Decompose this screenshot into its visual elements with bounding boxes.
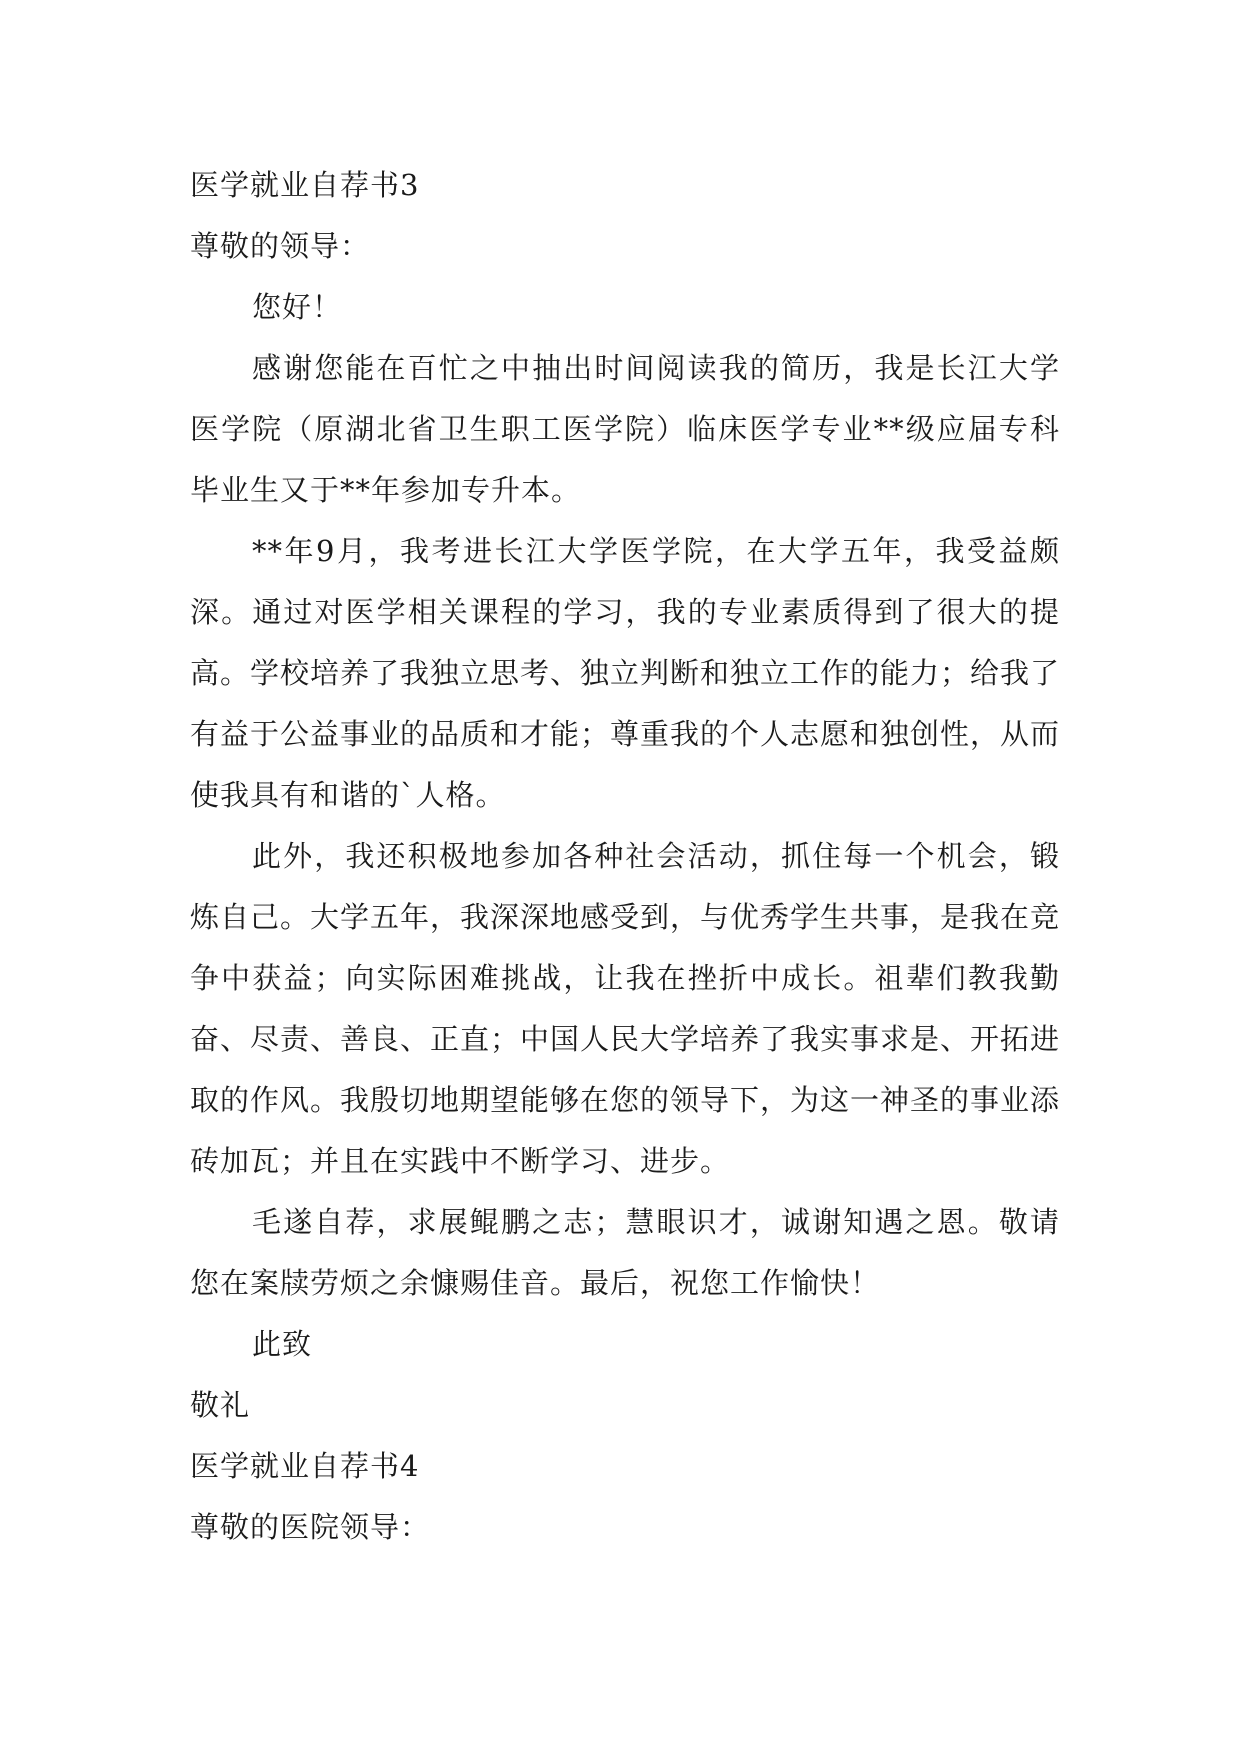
greeting: 您好！: [252, 290, 343, 324]
salutation-3: 尊敬的领导：: [190, 229, 371, 263]
document-page: [190, 155, 1060, 1558]
letter-title-4: 医学就业自荐书4: [190, 1449, 420, 1483]
closing-phrase: 此致: [252, 1327, 313, 1361]
salutation-4: 尊敬的医院领导：: [190, 1510, 431, 1544]
paragraph-activities: 此外，我还积极地参加各种社会活动，抓住每一个机会，锻炼自己。大学五年，我深深地感受到，与优秀学生共事，是我在竞争中获益；向实际困难挑战，让我在挫折中成长。祖辈们教我勤奋、尽责、善良、正直；中国人民大学培养了我实事求是、开拓进取的作风。我殷切地期望能够在您的领导下，为这一神圣的事业添砖加瓦；并且在实践中不断学习、进步。: [190, 839, 1061, 1178]
paragraph-closing-remarks: 毛遂自荐，求展鲲鹏之志；慧眼识才，诚谢知遇之恩。敬请您在案牍劳烦之余慷赐佳音。最后，祝您工作愉快！: [190, 1205, 1060, 1300]
closing-salute: 敬礼: [190, 1388, 251, 1422]
paragraph-introduction: 感谢您能在百忙之中抽出时间阅读我的简历，我是长江大学医学院（原湖北省卫生职工医学院）临床医学专业**级应届专科毕业生又于**年参加专升本。: [190, 351, 1060, 507]
letter-title-3: 医学就业自荐书3: [190, 168, 420, 202]
paragraph-education: **年9月，我考进长江大学医学院，在大学五年，我受益颇深。通过对医学相关课程的学习，我的专业素质得到了很大的提高。学校培养了我独立思考、独立判断和独立工作的能力；给我了有益于公益事业的品质和才能；尊重我的个人志愿和独创性，从而使我具有和谐的`人格。: [190, 534, 1061, 812]
